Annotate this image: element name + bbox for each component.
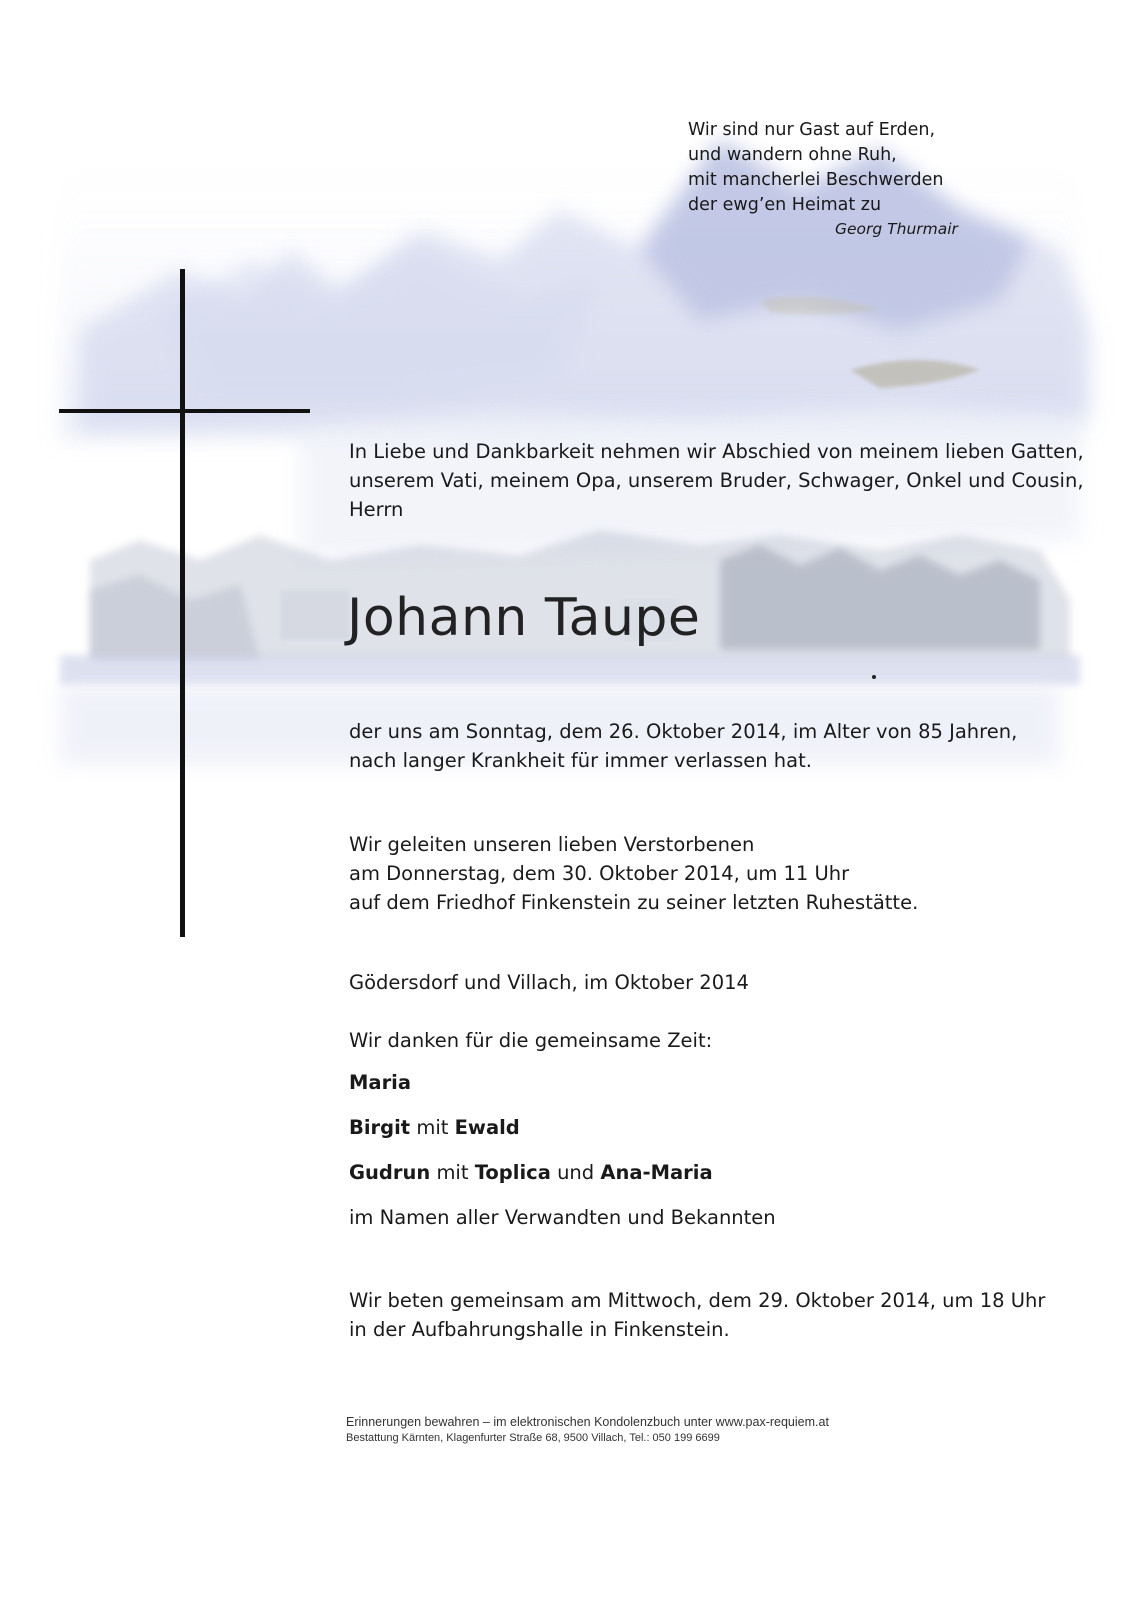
thanks-heading: Wir danken für die gemeinsame Zeit: bbox=[349, 1029, 713, 1052]
prayer-notice bbox=[349, 1286, 1045, 1344]
deceased-name: Johann Taupe bbox=[347, 588, 701, 648]
death-notice bbox=[349, 717, 1017, 775]
prayer-line: Wir beten gemeinsam am Mittwoch, dem 29. Oktober 2014, um 18 Uhr bbox=[349, 1289, 1046, 1312]
poem-line: mit mancherlei Beschwerden bbox=[688, 170, 944, 190]
poem-line: Wir sind nur Gast auf Erden, bbox=[688, 120, 936, 140]
connector-word: mit bbox=[436, 1161, 469, 1184]
intro-paragraph bbox=[349, 437, 1084, 524]
family-name: Toplica bbox=[474, 1161, 551, 1184]
death-notice-line: nach langer Krankheit für immer verlassen hat. bbox=[349, 749, 812, 772]
footer-address-line: Bestattung Kärnten, Klagenfurter Straße 68, 9500 Villach, Tel.: 050 199 6699 bbox=[346, 1432, 720, 1444]
connector-word: und bbox=[557, 1161, 595, 1184]
footer bbox=[346, 1414, 829, 1446]
place-date: Gödersdorf und Villach, im Oktober 2014 bbox=[349, 971, 749, 994]
poem-author: Georg Thurmair bbox=[835, 220, 958, 238]
funeral-notice bbox=[349, 830, 918, 917]
cross-icon-crossbar bbox=[59, 409, 310, 413]
cross-icon bbox=[180, 269, 185, 937]
family-member-line bbox=[349, 1159, 713, 1187]
death-notice-line: der uns am Sonntag, dem 26. Oktober 2014, im Alter von 85 Jahren, bbox=[349, 720, 1018, 743]
family-name: Ewald bbox=[454, 1116, 520, 1139]
intro-line: In Liebe und Dankbarkeit nehmen wir Abschied von meinem lieben Gatten, bbox=[349, 440, 1084, 463]
family-name: Gudrun bbox=[349, 1161, 431, 1184]
intro-line: unserem Vati, meinem Opa, unserem Bruder, Schwager, Onkel und Cousin, bbox=[349, 469, 1084, 492]
poem-line: der ewg’en Heimat zu bbox=[688, 195, 882, 215]
funeral-line: auf dem Friedhof Finkenstein zu seiner letzten Ruhestätte. bbox=[349, 891, 919, 914]
poem bbox=[688, 118, 958, 242]
family-name: Maria bbox=[349, 1071, 412, 1094]
footer-condolence-line: Erinnerungen bewahren – im elektronischen Kondolenzbuch unter www.pax-requiem.at bbox=[346, 1415, 829, 1429]
family-member-line bbox=[349, 1069, 411, 1097]
family-name: Ana-Maria bbox=[600, 1161, 713, 1184]
poem-line: und wandern ohne Ruh, bbox=[688, 145, 897, 165]
funeral-line: Wir geleiten unseren lieben Verstorbenen bbox=[349, 833, 755, 856]
funeral-line: am Donnerstag, dem 30. Oktober 2014, um 11 Uhr bbox=[349, 862, 850, 885]
decorative-dot bbox=[872, 675, 876, 679]
family-name: Birgit bbox=[349, 1116, 411, 1139]
relatives-line: im Namen aller Verwandten und Bekannten bbox=[349, 1206, 776, 1229]
family-member-line bbox=[349, 1114, 520, 1142]
intro-line: Herrn bbox=[349, 498, 404, 521]
connector-word: mit bbox=[416, 1116, 449, 1139]
prayer-line: in der Aufbahrungshalle in Finkenstein. bbox=[349, 1318, 730, 1341]
